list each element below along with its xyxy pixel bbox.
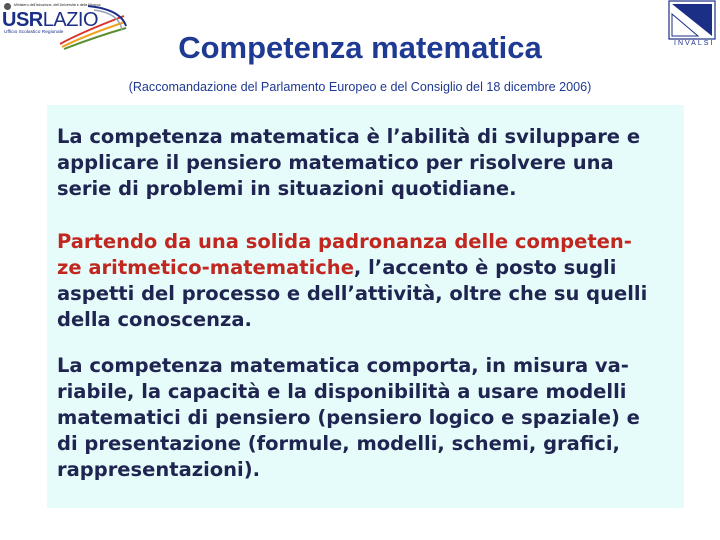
- paragraph-line: di presentazione (formule, modelli, schemi, grafici,: [57, 432, 620, 455]
- paragraph-line: serie di problemi in situazioni quotidiane.: [57, 177, 517, 200]
- page-title: Competenza matematica: [178, 30, 542, 65]
- paragraph-text: , l’accento è posto sugli: [353, 256, 617, 279]
- office-label: Ufficio Scolastico Regionale: [4, 30, 64, 35]
- paragraph-line: La competenza matematica comporta, in misura va-: [57, 354, 629, 377]
- paragraph-definition: [57, 124, 677, 202]
- paragraph-arithmetic: [57, 229, 677, 333]
- highlight-text: ze aritmetico-matematiche: [57, 256, 354, 279]
- paragraph-line: Partendo da una solida padronanza delle competen-: [57, 230, 632, 253]
- paragraph-line: La competenza matematica è l’abilità di sviluppare e: [57, 125, 641, 148]
- paragraph-line: della conoscenza.: [57, 308, 252, 331]
- usr-lazio-wordmark: USRLAZIO: [2, 9, 99, 31]
- ministry-label: Ministero dell'Istruzione, dell'Università e della Ricerca: [14, 3, 101, 7]
- invalsi-label: INVALSI: [674, 40, 715, 47]
- paragraph-models: [57, 353, 677, 483]
- paragraph-line: rappresentazioni).: [57, 458, 261, 481]
- paragraph-line: aspetti del processo e dell’attività, oltre che su quelli: [57, 282, 648, 305]
- paragraph-line: [57, 255, 677, 281]
- paragraph-line: matematici di pensiero (pensiero logico e spaziale) e: [57, 406, 640, 429]
- paragraph-line: riabile, la capacità e la disponibilità a usare modelli: [57, 380, 627, 403]
- page-subtitle: (Raccomandazione del Parlamento Europeo e del Consiglio del 18 dicembre 2006): [128, 80, 592, 94]
- paragraph-line: applicare il pensiero matematico per risolvere una: [57, 151, 614, 174]
